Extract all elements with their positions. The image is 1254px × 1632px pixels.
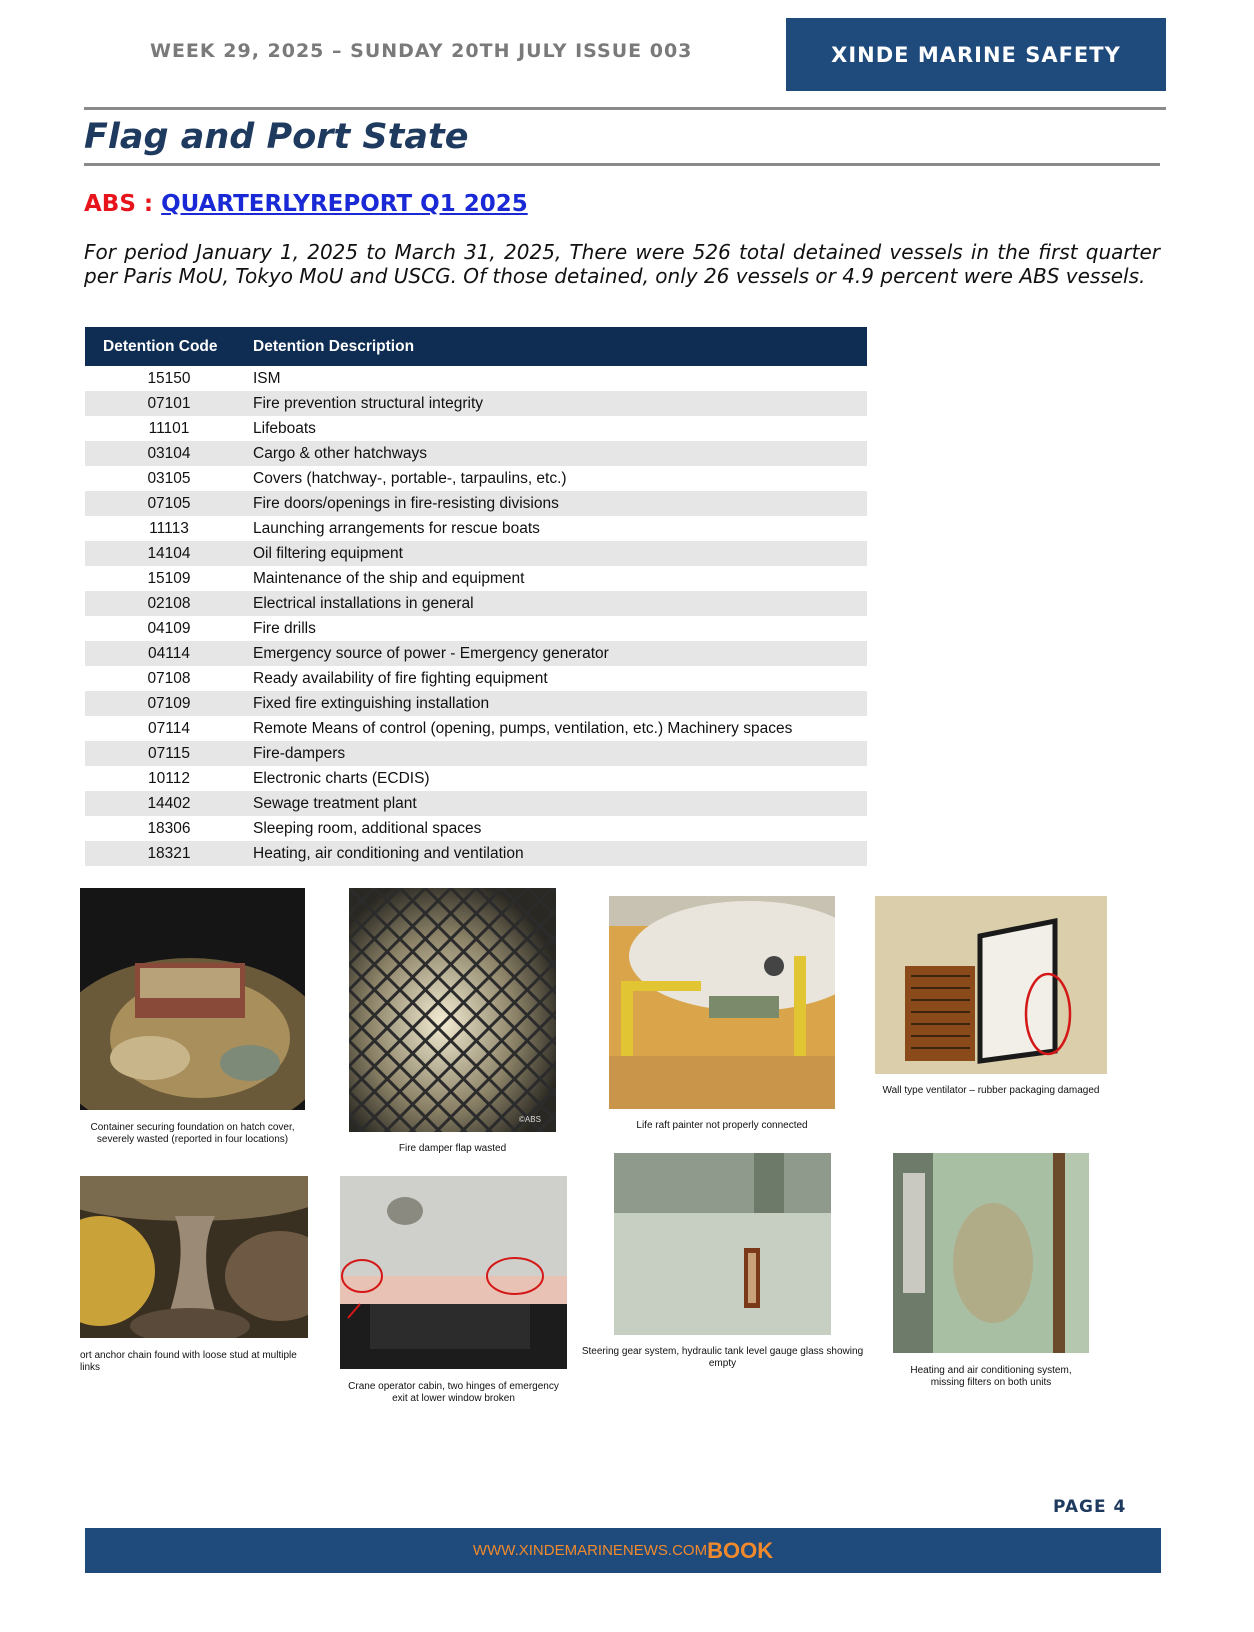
detention-code: 07114 [148, 719, 190, 737]
detention-description: Fire-dampers [253, 744, 346, 762]
detention-code: 07109 [147, 694, 191, 712]
detention-code: 14104 [147, 544, 191, 562]
report-link[interactable]: QUARTERLYREPORT Q1 2025 [161, 191, 528, 217]
caption-wall-ventilator: Wall type ventilator – rubber packaging damaged [882, 1085, 1100, 1096]
detention-description: Maintenance of the ship and equipment [253, 569, 525, 587]
detention-description: Emergency source of power - Emergency generator [253, 644, 609, 662]
photo-fire-damper [349, 888, 556, 1132]
table-row [85, 816, 867, 841]
table-header-row [85, 327, 867, 366]
detention-code: 03104 [147, 444, 191, 462]
table-row [85, 791, 867, 816]
table-row [85, 641, 867, 666]
caption-hvac-unit: Heating and air conditioning system, missing filters on both units [910, 1365, 1072, 1388]
detention-description: Ready availability of fire fighting equipment [253, 669, 548, 687]
detention-code: 18306 [147, 819, 191, 837]
detention-description: Sewage treatment plant [253, 794, 417, 812]
photo-hatch-cover-foundation [80, 888, 305, 1110]
detention-description: Launching arrangements for rescue boats [253, 519, 540, 537]
column-header-code: Detention Code [103, 337, 218, 355]
detention-description: Oil filtering equipment [253, 544, 403, 562]
column-header-description: Detention Description [253, 337, 415, 355]
detention-code: 14402 [147, 794, 191, 812]
caption-fire-damper: Fire damper flap wasted [398, 1143, 507, 1154]
table-row [85, 366, 867, 391]
table-row [85, 691, 867, 716]
table-row [85, 716, 867, 741]
detention-code: 11101 [148, 419, 190, 437]
detention-code: 02108 [147, 594, 191, 612]
table-row [85, 616, 867, 641]
detention-code: 07108 [147, 669, 191, 687]
caption-anchor-chain: ort anchor chain found with loose stud at multiple links [80, 1350, 297, 1373]
photo-crane-cabin [340, 1176, 567, 1369]
table-row [85, 591, 867, 616]
table-row [85, 841, 867, 866]
detention-description: Fire prevention structural integrity [253, 394, 484, 412]
table-row [85, 741, 867, 766]
caption-hatch-cover: Container securing foundation on hatch cover, severely wasted (reported in four locations) [90, 1122, 295, 1145]
table-row [85, 566, 867, 591]
footer-site-link[interactable]: WWW.XINDEMARINENEWS.COM [472, 1542, 708, 1559]
caption-crane-cabin: Crane operator cabin, two hinges of emergency exit at lower window broken [348, 1381, 559, 1404]
intro-paragraph: For period January 1, 2025 to March 31, 2025, There were 526 total detained vessels in the first quarter per Paris MoU, Tokyo MoU and USCG. Of those detained, only 26 vessels or 4.9 percent were ABS vessels. [84, 240, 1160, 288]
detention-code: 07115 [148, 744, 190, 762]
detention-code: 07105 [147, 494, 191, 512]
detention-code: 04114 [148, 644, 190, 662]
detention-description: Fire drills [253, 619, 316, 637]
footer-bar [85, 1528, 1161, 1573]
detention-code: 07101 [147, 394, 191, 412]
detention-description: Fixed fire extinguishing installation [253, 694, 490, 712]
table-row [85, 516, 867, 541]
detention-code: 04109 [147, 619, 191, 637]
table-row [85, 491, 867, 516]
detention-code: 10112 [148, 769, 190, 787]
photo-wall-ventilator [875, 896, 1107, 1074]
photo-hvac-unit [893, 1153, 1089, 1353]
issue-line: WEEK 29, 2025 – SUNDAY 20TH JULY ISSUE 003 [150, 40, 693, 62]
detention-table [85, 327, 867, 866]
detention-description: Electronic charts (ECDIS) [253, 769, 430, 787]
detention-description: Electrical installations in general [253, 594, 474, 612]
detention-description: Cargo & other hatchways [253, 444, 428, 462]
header-divider [84, 107, 1166, 110]
table-row [85, 391, 867, 416]
detention-code: 15150 [147, 369, 191, 387]
brand-title: XINDE MARINE SAFETY [831, 42, 1121, 67]
section-title: Flag and Port State [84, 117, 469, 157]
report-heading [84, 191, 528, 217]
detention-code: 15109 [147, 569, 191, 587]
footer-book-label: BOOK [707, 1537, 774, 1563]
photo-life-raft [609, 896, 835, 1109]
detention-description: Lifeboats [253, 419, 316, 437]
table-row [85, 416, 867, 441]
photo-anchor-chain [80, 1176, 308, 1338]
table-row [85, 441, 867, 466]
table-row [85, 666, 867, 691]
detention-code: 11113 [149, 519, 189, 537]
brand-banner [786, 18, 1166, 91]
page-number: PAGE 4 [1053, 1497, 1127, 1517]
watermark-abs: ©ABS [519, 1115, 541, 1124]
title-divider [84, 163, 1160, 166]
report-org: ABS : [84, 191, 162, 217]
table-row [85, 541, 867, 566]
detention-description: Fire doors/openings in fire-resisting divisions [253, 494, 559, 512]
detention-code: 18321 [147, 844, 191, 862]
detention-code: 03105 [147, 469, 191, 487]
table-row [85, 466, 867, 491]
detention-description: ISM [253, 369, 281, 387]
detention-description: Covers (hatchway-, portable-, tarpaulins, etc.) [253, 469, 567, 487]
detention-description: Sleeping room, additional spaces [253, 819, 482, 837]
detention-description: Heating, air conditioning and ventilation [253, 844, 524, 862]
caption-life-raft: Life raft painter not properly connected [636, 1120, 808, 1131]
caption-steering-gear: Steering gear system, hydraulic tank level gauge glass showing empty [581, 1346, 864, 1369]
photo-steering-gear [614, 1153, 831, 1335]
detention-description: Remote Means of control (opening, pumps, ventilation, etc.) Machinery spaces [253, 719, 793, 737]
table-row [85, 766, 867, 791]
